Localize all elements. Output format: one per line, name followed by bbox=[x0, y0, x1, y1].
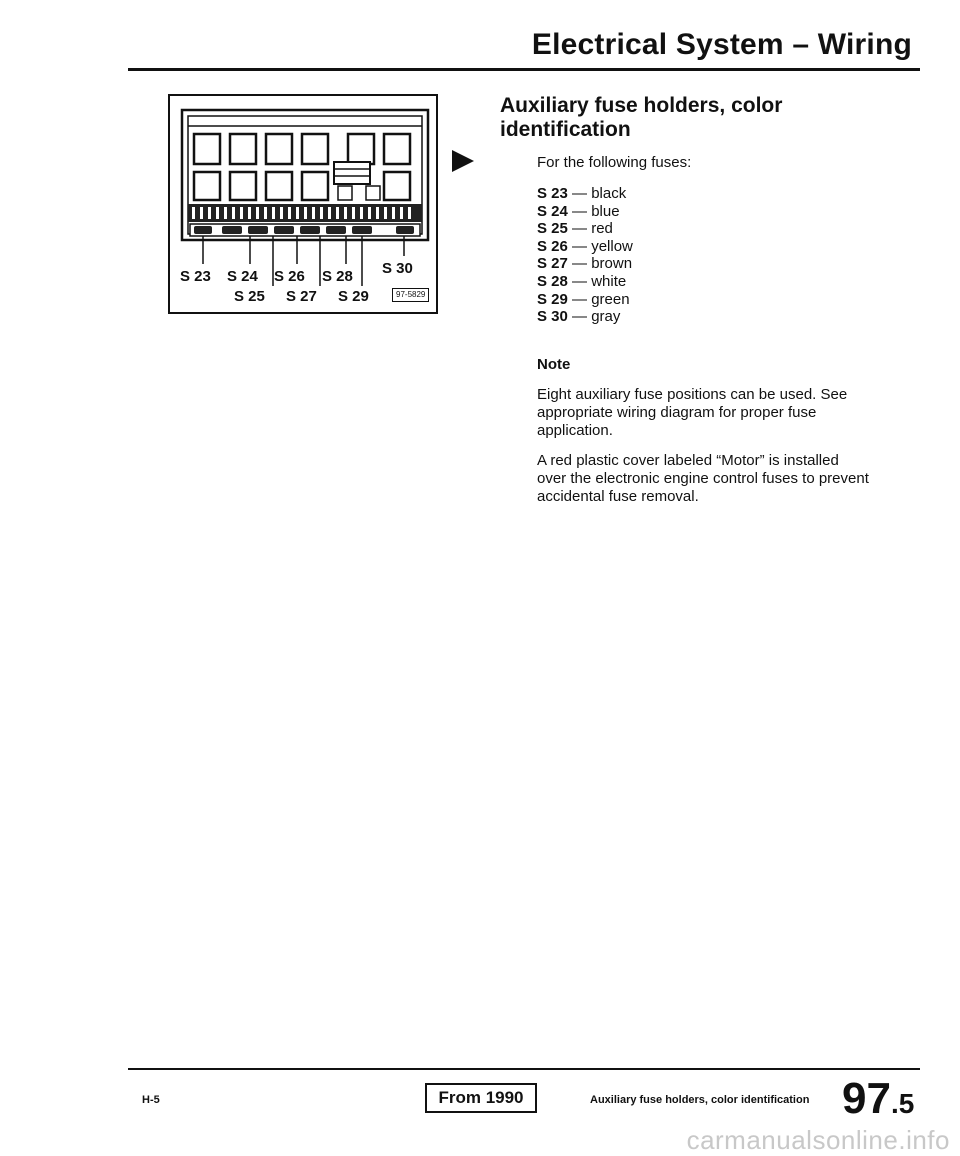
page-number bbox=[842, 1074, 914, 1124]
list-item: S 26 — yellow bbox=[537, 237, 633, 255]
list-item: S 28 — white bbox=[537, 272, 627, 290]
fuse-label-s24: S 24 bbox=[227, 268, 258, 285]
footer-caption: Auxiliary fuse holders, color identification bbox=[590, 1094, 810, 1106]
fuse-label-s27: S 27 bbox=[286, 288, 317, 305]
note-heading: Note bbox=[537, 356, 571, 373]
fuse-panel-figure bbox=[168, 94, 438, 314]
figure-id: 97-5829 bbox=[392, 288, 429, 302]
note-paragraph-1: Eight auxiliary fuse positions can be used. See appropriate wiring diagram for proper fuse application. bbox=[537, 386, 848, 439]
fuse-label-s25: S 25 bbox=[234, 288, 265, 305]
list-item: S 27 — brown bbox=[537, 255, 633, 273]
list-item: S 30 — gray bbox=[537, 308, 621, 326]
fuse-label-s26: S 26 bbox=[274, 268, 305, 285]
fuse-color-list bbox=[537, 185, 633, 326]
header-rule bbox=[128, 68, 920, 71]
note-paragraph-2: A red plastic cover labeled “Motor” is installed over the electronic engine control fuses to prevent accidental fuse removal. bbox=[537, 452, 869, 505]
fuse-label-s29: S 29 bbox=[338, 288, 369, 305]
footer-rule bbox=[128, 1068, 920, 1070]
pointer-arrow-icon bbox=[452, 150, 474, 172]
list-item: S 29 — green bbox=[537, 290, 630, 308]
footer-year-box: From 1990 bbox=[425, 1083, 537, 1113]
list-item: S 25 — red bbox=[537, 220, 613, 238]
page-number-sub: .5 bbox=[890, 1088, 915, 1119]
page-header-title: Electrical System – Wiring bbox=[531, 28, 912, 61]
page-number-main: 97 bbox=[842, 1074, 891, 1123]
fuse-label-s28: S 28 bbox=[322, 268, 353, 285]
footer-section-code: H-5 bbox=[142, 1094, 160, 1106]
section-heading: Auxiliary fuse holders, color identification bbox=[500, 94, 783, 141]
fuse-label-s23: S 23 bbox=[180, 268, 211, 285]
list-item: S 23 — black bbox=[537, 185, 627, 202]
intro-text: For the following fuses: bbox=[537, 154, 692, 171]
fuse-label-s30: S 30 bbox=[382, 260, 413, 277]
list-item: S 24 — blue bbox=[537, 202, 620, 220]
watermark: carmanualsonline.info bbox=[686, 1125, 950, 1155]
